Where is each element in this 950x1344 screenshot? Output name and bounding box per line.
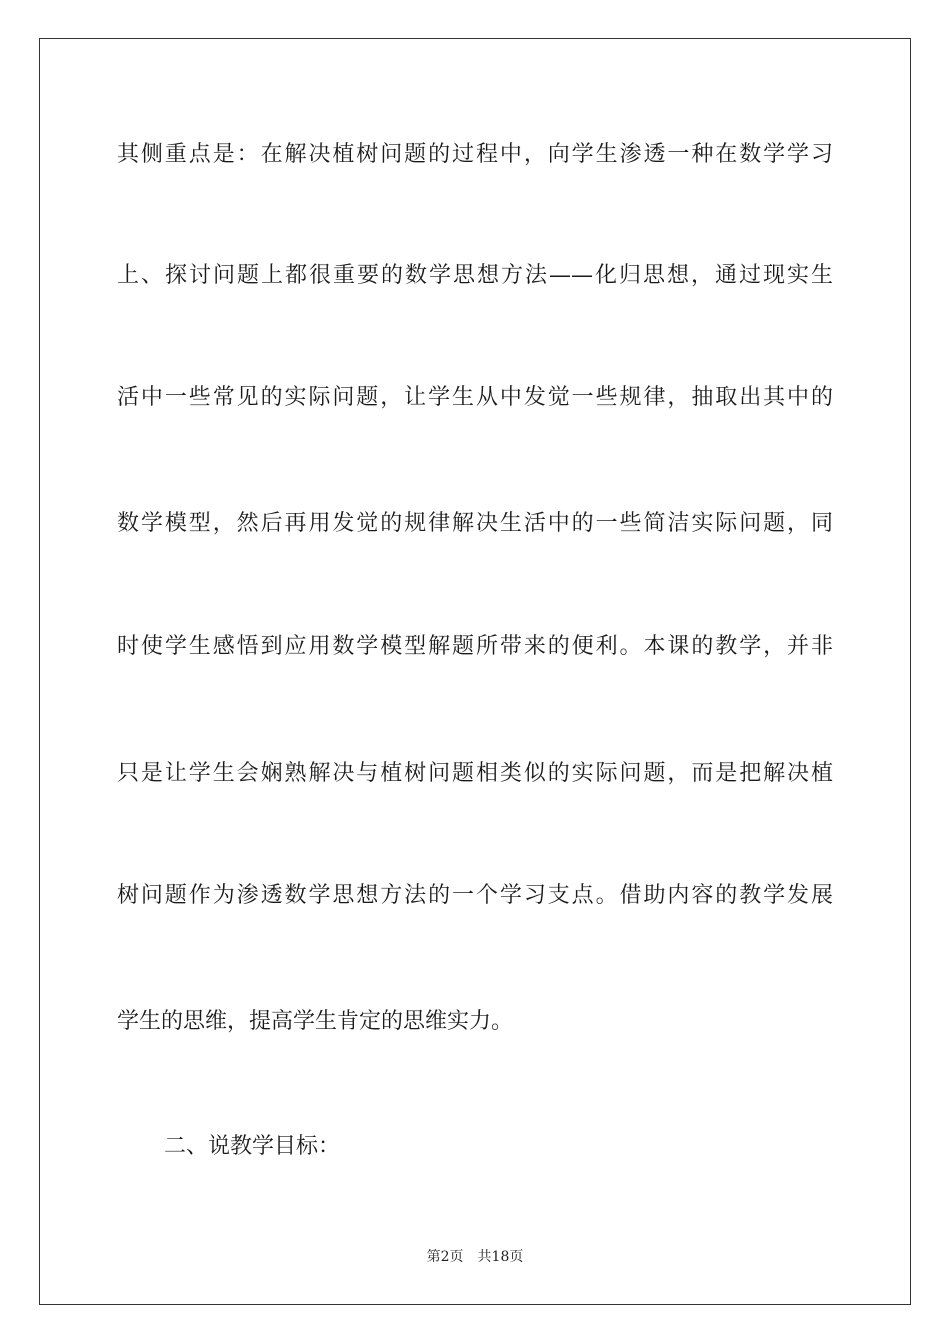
paragraph-line-7: 树问题作为渗透数学思想方法的一个学习支点。借助内容的教学发展: [117, 883, 833, 908]
page-number-total: 共18页: [477, 1249, 524, 1265]
page-number-current: 第2页: [426, 1249, 464, 1265]
paragraph-line-1: 其侧重点是：在解决植树问题的过程中，向学生渗透一种在数学学习: [117, 142, 833, 167]
paragraph-line-6: 只是让学生会娴熟解决与植树问题相类似的实际问题，而是把解决植: [117, 761, 833, 786]
paragraph-line-3: 活中一些常见的实际问题，让学生从中发觉一些规律，抽取出其中的: [117, 385, 833, 410]
paragraph-line-5: 时使学生感悟到应用数学模型解题所带来的便利。本课的教学，并非: [117, 634, 833, 659]
page-border: [39, 38, 911, 1305]
page-footer: [0, 1247, 950, 1267]
section-heading: 二、说教学目标：: [164, 1134, 341, 1159]
paragraph-line-4: 数学模型，然后再用发觉的规律解决生活中的一些简洁实际问题，同: [117, 511, 833, 536]
paragraph-line-2: 上、探讨问题上都很重要的数学思想方法——化归思想，通过现实生: [117, 263, 833, 288]
paragraph-line-8: 学生的思维，提高学生肯定的思维实力。: [117, 1009, 514, 1034]
